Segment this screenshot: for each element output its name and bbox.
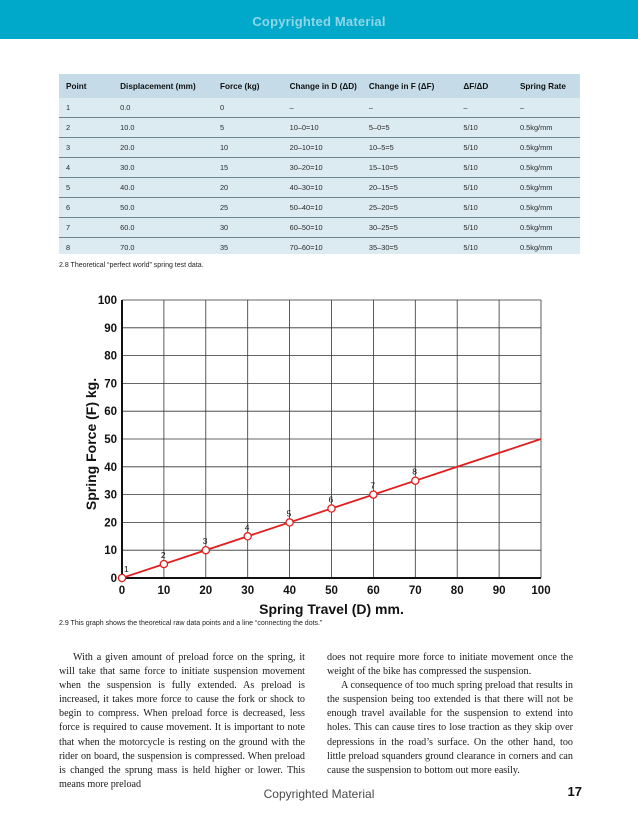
table-cell: 5–0=5 [362,118,457,138]
table-cell: 40.0 [113,178,213,198]
table-cell: 0.5kg/mm [513,138,580,158]
table-caption: 2.8 Theoretical “perfect world” spring test data. [59,262,204,269]
y-tick-label: 0 [110,573,117,585]
data-point-label: 2 [160,550,166,561]
y-tick-label: 80 [104,350,117,363]
watermark-top: Copyrighted Material [252,14,386,29]
data-point [286,519,293,526]
table-header-cell: ΔF/ΔD [456,74,513,98]
y-tick-label: 30 [104,489,117,502]
y-tick-label: 100 [97,295,117,307]
table-cell: 10 [213,138,283,158]
x-tick-label: 100 [531,585,551,597]
table-cell: 0.5kg/mm [519,243,553,252]
table-cell: 5 [213,118,283,138]
data-point [370,491,377,498]
table-cell: 15–10=5 [362,158,457,178]
table-cell: 30.0 [113,158,213,178]
table-header-cell: Change in F (ΔF) [362,74,457,98]
body-paragraph: A consequence of too much spring preload that results in the suspension being too extended is that there will not be enough travel available for the suspension to extend into holes. This can cause tires to lose traction as they skip over depressions in the road’s surface. On the other hand, too little preload squanders ground clearance in corners and can cause the suspension to bottom out more easily. [327,680,573,776]
y-tick-label: 20 [104,517,117,530]
table-cell: 20–15=5 [362,178,457,198]
data-point-label: 8 [412,466,418,477]
table-cell: 35–30=5 [368,243,398,252]
table-cell: 8 [66,243,71,252]
table-cell: 4 [59,158,113,178]
table-cell: 10–0=10 [283,118,362,138]
table-cell: 60–50=10 [283,218,362,238]
body-column-right [327,651,573,778]
table-cell: 50.0 [113,198,213,218]
table-cell: 25 [213,198,283,218]
data-point [412,477,419,484]
table-cell: 1 [59,98,113,118]
table-cell: 0.0 [113,98,213,118]
x-axis-label: Spring Travel (D) mm. [259,601,404,617]
table-cell: 50–40=10 [283,198,362,218]
data-point [160,561,167,568]
body-column-left [59,651,305,792]
data-point-label: 7 [370,480,376,491]
y-tick-label: 10 [104,545,117,558]
table-cell: 3 [59,138,113,158]
x-tick-label: 40 [283,585,296,597]
table-header-cell: Point [59,74,113,98]
table-cell: 0.5kg/mm [513,178,580,198]
data-point [202,547,209,554]
x-tick-label: 50 [325,585,338,597]
body-paragraph: With a given amount of preload force on the spring, it will take that same force to initiate suspension movement when the suspension is fully extended. As preload is increased, it takes more force to cause the fork or shock to begin to compress. When preload force is decreased, less force is required to cause movement. It is important to note that when the motorcycle is resting on the ground with the rider on board, the suspension is compressed. When preload is changed the sprung mass is held higher or lower. This means more preload [59,652,305,790]
table-cell: 0.5kg/mm [513,198,580,218]
table-cell: 7 [59,218,113,238]
table-cell: 40–30=10 [283,178,362,198]
table-header-cell: Displacement (mm) [113,74,213,98]
data-point-label: 1 [124,564,129,574]
table-cell: – [362,98,457,118]
table-cell: 20 [213,178,283,198]
x-tick-label: 0 [118,585,126,597]
data-point-label: 3 [202,536,208,547]
data-point [328,505,335,512]
x-tick-label: 20 [199,585,213,597]
table-cell: 2 [59,118,113,138]
table-cell: 5/10 [456,138,513,158]
table-cell: – [456,98,513,118]
y-tick-label: 50 [104,434,117,446]
table-cell: 5/10 [456,198,513,218]
data-point-label: 4 [244,522,250,533]
x-tick-label: 80 [450,585,464,597]
table-cell: 5/10 [463,243,478,252]
table-cell: 15 [213,158,283,178]
x-tick-label: 10 [157,585,171,597]
y-tick-label: 90 [104,322,117,335]
data-point [118,574,125,581]
x-tick-label: 60 [367,585,380,597]
y-tick-label: 60 [104,406,117,419]
watermark-bottom: Copyrighted Material [263,787,375,801]
table-cell: 0 [213,98,283,118]
table-header-cell: Change in D (ΔD) [283,74,362,98]
x-tick-label: 90 [492,585,506,597]
data-point [244,533,251,540]
x-tick-label: 30 [241,585,255,597]
table-cell: 25–20=5 [362,198,457,218]
table-cell: 5/10 [456,158,513,178]
table-cell: 0.5kg/mm [513,218,580,238]
table-cell: 30 [213,218,283,238]
y-tick-label: 70 [104,378,117,391]
chart-caption: 2.9 This graph shows the theoretical raw data points and a line “connecting the dots.” [59,620,323,627]
table-cell: 5/10 [456,178,513,198]
table-cell: 30–20=10 [283,158,362,178]
table-cell: 5 [59,178,113,198]
table-cell: 5/10 [456,118,513,138]
data-point-label: 5 [286,508,292,519]
table-cell: 20.0 [113,138,213,158]
table-cell: 60.0 [113,218,213,238]
table-cell: 20–10=10 [283,138,362,158]
data-point-label: 6 [328,494,334,505]
table-cell: 0.5kg/mm [513,158,580,178]
table-cell: 10–5=5 [362,138,457,158]
table-cell: – [513,98,580,118]
table-cell: 0.5kg/mm [513,118,580,138]
x-tick-label: 70 [408,585,422,597]
y-axis-label: Spring Force (F) kg. [83,377,99,511]
table-cell: – [283,98,362,118]
table-header-cell: Spring Rate [513,74,580,98]
table-cell: 30–25=5 [362,218,457,238]
table-cell: 35 [219,243,229,252]
table-cell: 10.0 [113,118,213,138]
table-header-cell: Force (kg) [213,74,283,98]
body-paragraph: does not require more force to initiate movement once the weight of the bike has compressed the suspension. [327,652,573,678]
table-cell: 6 [59,198,113,218]
y-tick-label: 40 [104,461,117,474]
page-number: 17 [567,784,582,799]
table-cell: 70.0 [120,243,135,252]
table-cell: 70–60=10 [289,243,323,252]
table-cell: 5/10 [456,218,513,238]
